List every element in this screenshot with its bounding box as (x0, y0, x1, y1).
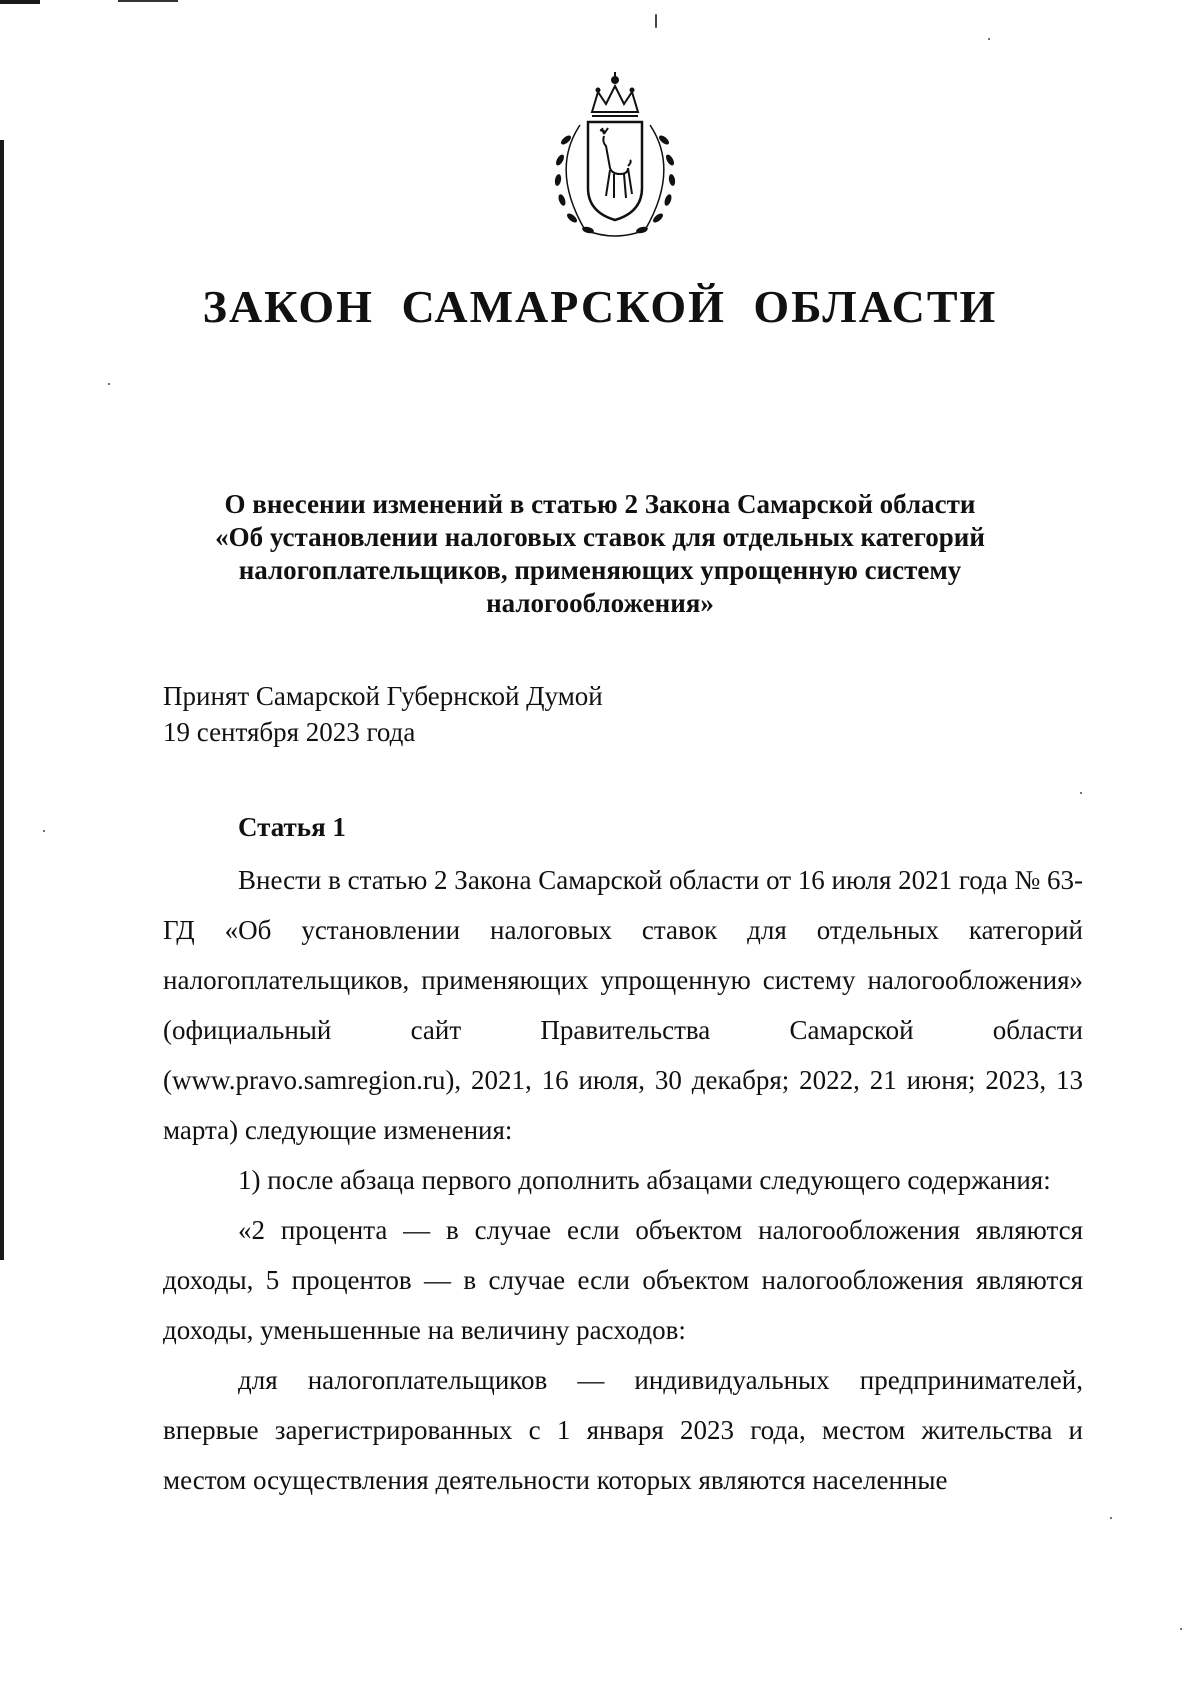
scan-speck (108, 383, 110, 385)
article-heading: Статья 1 (238, 812, 346, 842)
scan-speck (1180, 1628, 1182, 1630)
law-title-line: налогоплательщиков, применяющих упрощенную систему (238, 555, 962, 585)
samara-oblast-coat-of-arms-icon (540, 70, 690, 245)
paragraph: «2 процента — в случае если объектом налогообложения являются доходы, 5 процентов — в случае если объектом налогообложения являются доходы, уменьшенные на величину расходов: (163, 1215, 1083, 1345)
law-title-line: «Об установлении налоговых ставок для отдельных категорий (215, 522, 985, 552)
adoption-note (163, 678, 603, 750)
document-type-heading: ЗАКОН САМАРСКОЙ ОБЛАСТИ (202, 281, 998, 332)
scan-speck (43, 830, 45, 832)
scan-speck (1080, 792, 1082, 794)
law-title-line: налогообложения» (486, 588, 714, 618)
law-title (180, 488, 1020, 620)
scan-speck (655, 14, 657, 28)
scan-edge-mark (118, 0, 178, 2)
paragraph: Внести в статью 2 Закона Самарской области от 16 июля 2021 года № 63-ГД «Об установлении налоговых ставок для отдельных категорий налогоплательщиков, применяющих упрощенную систему налогообложения» (официальный сайт Правительства Самарской области (www.pravo.samregion.ru), 2021, 16 июля, 30 декабря; 2022, 21 июня; 2023, 13 марта) следующие изменения: (163, 865, 1083, 1145)
adoption-date: 19 сентября 2023 года (163, 717, 416, 747)
paragraph: для налогоплательщиков — индивидуальных предпринимателей, впервые зарегистрированных с 1 января 2023 года, местом жительства и местом осуществления деятельности которых являются населенные (163, 1365, 1083, 1495)
scan-edge-mark (0, 0, 40, 4)
paragraph: 1) после абзаца первого дополнить абзацами следующего содержания: (238, 1165, 1051, 1195)
law-title-line: О внесении изменений в статью 2 Закона Самарской области (224, 489, 976, 519)
article-body (163, 855, 1083, 1505)
scan-speck (988, 38, 990, 40)
adoption-body: Принят Самарской Губернской Думой (163, 681, 603, 711)
scan-speck (1110, 1517, 1112, 1519)
